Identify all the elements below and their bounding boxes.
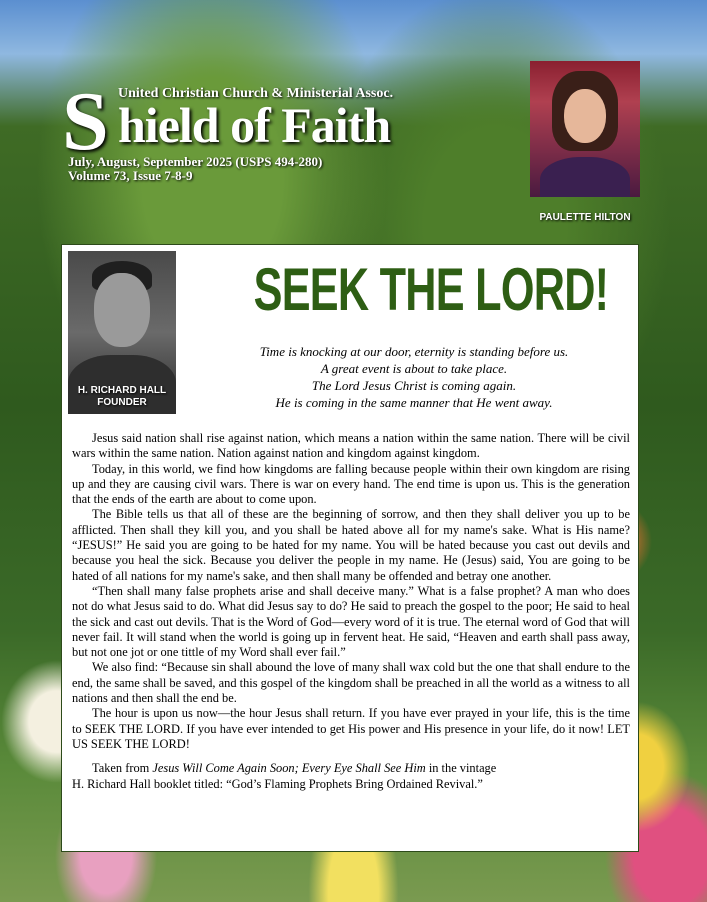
body-paragraph: We also find: “Because sin shall abound the love of many shall wax cold but the one that shall endure to the end, the same shall be saved, and this gospel of the kingdom shall be preached in all the world as a witness to all nations and then shall the end be. — [72, 660, 630, 706]
masthead-title: hield of Faith — [118, 97, 391, 153]
source-credit — [72, 761, 630, 792]
source-prefix: Taken from — [92, 761, 153, 776]
intro-line: A great event is about to take place. — [320, 361, 508, 376]
body-paragraph: Jesus said nation shall rise against nation, which means a nation within the same nation. There will be civil wars within the same nation. Nation against nation and kingdom against kingdom. — [72, 431, 630, 461]
body-paragraph: The Bible tells us that all of these are the beginning of sorrow, and then they shall deliver you up to be afflicted. Then shall they kill you, and you shall be hated above all for my name's sake. What is His name? “JESUS!” He said you are going to be hated for my name. You will be hated because you cast out devils and because you heal the sick. Because you deliver the people in my name. He (Jesus) said, You are going to be hated of all nations for my name's sake, and then shall many be offended and betray one another. — [72, 507, 630, 583]
body-paragraph: “Then shall many false prophets arise and shall deceive many.” What is a false prophet? A man who does not do what Jesus said to do. What did Jesus say to do? He said to preach the gospel to the poor; He said to heal the sick and cast out devils. That is the Word of God—every word of it is true. The eternal word of God that will never fail. It will stand when the world is going up in fervent heat. He said, “Heaven and earth shall pass away, but not one jot or one tittle of my Word shall ever fail.” — [72, 583, 630, 660]
org-name: United Christian Church & Ministerial Assoc. — [118, 86, 394, 101]
h-richard-hall-photo — [68, 251, 176, 414]
body-paragraph: Today, in this world, we find how kingdoms are falling because people within their own kingdom are rising up and they are causing civil wars. There is war on every hand. The end time is upon us. This is the generation that the ends of the earth are about to come upon. — [72, 461, 630, 507]
source-book-title: Jesus Will Come Again Soon; Every Eye Shall See Him — [152, 761, 426, 776]
intro-line: Time is knocking at our door, eternity is standing before us. — [259, 344, 569, 359]
intro-line: The Lord Jesus Christ is coming again. — [311, 378, 517, 393]
paulette-hilton-photo — [530, 61, 640, 197]
body-paragraph: The hour is upon us now—the hour Jesus shall return. If you have ever prayed in your life, this is the time to SEEK THE LORD. If you have ever intended to get His power and His presence in your life, do it now! LET US SEEK THE LORD! — [72, 706, 630, 751]
article-body — [72, 431, 630, 792]
article-card — [61, 244, 639, 852]
masthead-title-initial: S — [62, 75, 109, 168]
source-mid: in the vintage — [425, 761, 497, 776]
paulette-hilton-caption: PAULETTE HILTON — [539, 212, 631, 223]
hall-role: FOUNDER — [97, 397, 147, 408]
source-booklet: H. Richard Hall booklet titled: “God’s Flaming Prophets Bring Ordained Revival.” — [72, 776, 483, 791]
issue-date: July, August, September 2025 (USPS 494-280) — [68, 154, 323, 169]
headline: SEEK THE LORD! — [253, 256, 609, 323]
volume-issue: Volume 73, Issue 7-8-9 — [68, 168, 193, 183]
h-richard-hall-caption — [68, 385, 176, 409]
intro-verse — [194, 343, 634, 411]
intro-line: He is coming in the same manner that He went away. — [275, 395, 553, 410]
hall-name: H. RICHARD HALL — [77, 385, 167, 396]
